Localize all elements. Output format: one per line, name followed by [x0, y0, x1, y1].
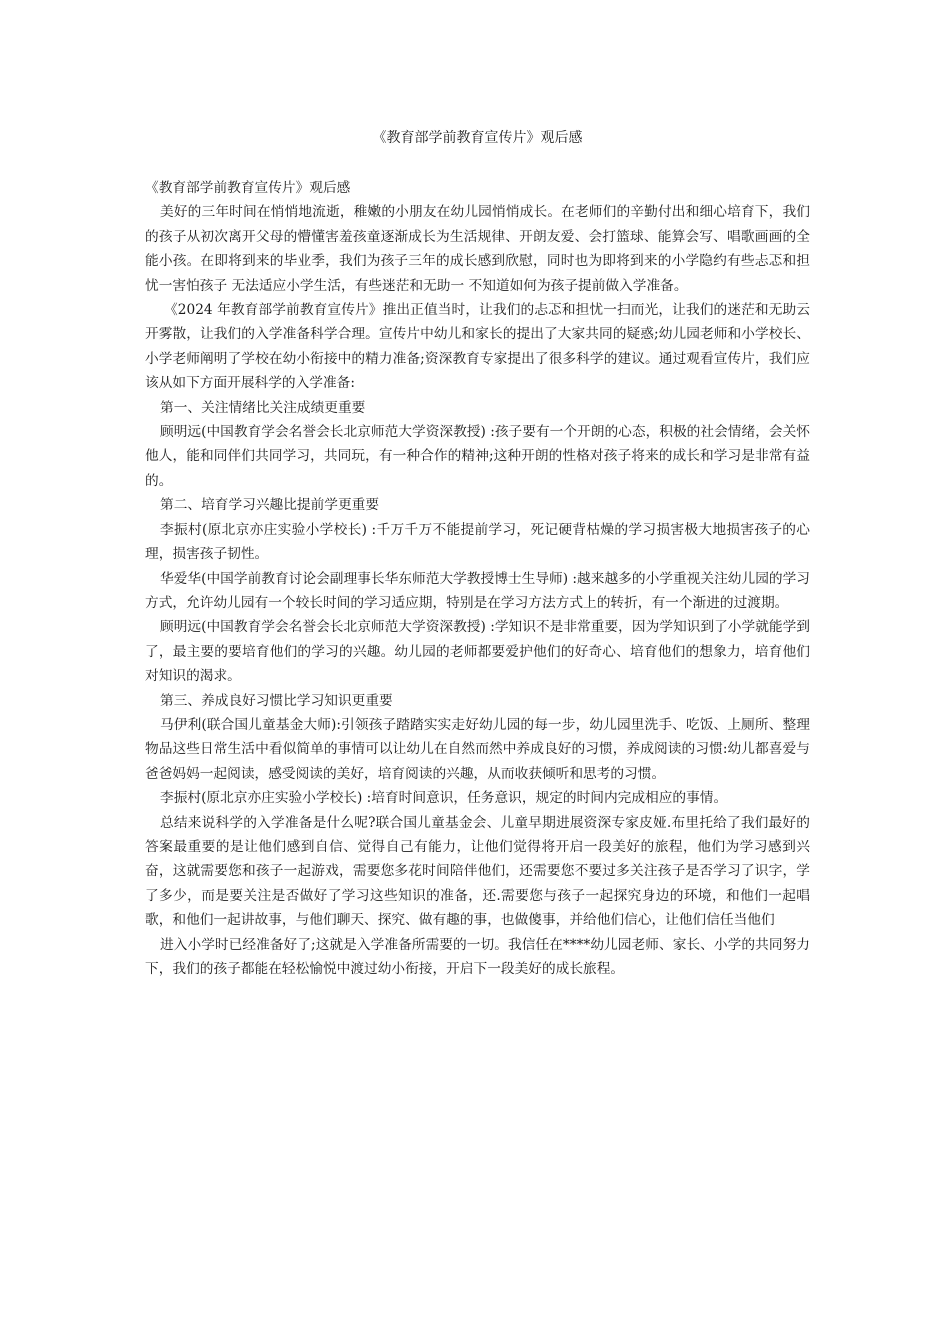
quote-paragraph: 李振村(原北京亦庄实验小学校长) :千万千万不能提前学习，死记硬背枯燥的学习损害极大地损害孩子的心理，损害孩子韧性。 — [145, 521, 810, 563]
body-heading-line: 《教育部学前教育宣传片》观后感 — [145, 180, 351, 196]
quote-paragraph: 顾明远(中国教育学会名誉会长北京师范大学资深教授) :孩子要有一个开朗的心态，积极的社会情绪，会关怀他人，能和同伴们共同学习，共同玩，有一种合作的精神;这种开朗的性格对孩子将来的成长和学习是非常有益的。 — [145, 424, 810, 489]
quote-paragraph: 李振村(原北京亦庄实验小学校长) :培育时间意识，任务意识，规定的时间内完成相应的事情。 — [160, 790, 728, 807]
document-title: 《教育部学前教育宣传片》观后感 — [372, 130, 583, 146]
paragraph-intro: 美好的三年时间在悄悄地流逝，稚嫩的小朋友在幼儿园悄悄成长。在老师们的辛勤付出和细心培育下，我们的孩子从初次离开父母的懵懂害羞孩童逐渐成长为生活规律、开朗友爱、会打篮球、能算会写、唱歌画画的全能小孩。在即将到来的毕业季，我们为孩子三年的成长感到欣慰，同时也为即将到来的小学隐约有些忐忑和担忧一害怕孩子 无法适应小学生活，有些迷茫和无助一 不知道如何为孩子提前做入学准备。 — [145, 204, 810, 294]
quote-paragraph: 华爱华(中国学前教育讨论会副理事长华东师范大学教授博士生导师) :越来越多的小学重视关注幼儿园的学习方式，允许幼儿园有一个较长时间的学习适应期，特别是在学习方法方式上的转折，有一个渐进的过渡期。 — [145, 570, 810, 611]
section-heading-2: 第二、培育学习兴趣比提前学更重要 — [160, 497, 380, 514]
quote-paragraph: 马伊利(联合国儿童基金大师):引领孩子踏踏实实走好幼儿园的每一步，幼儿园里洗手、吃饭、上厕所、整理物品这些日常生活中看似简单的事情可以让幼儿在自然而然中养成良好的习惯，养成阅读的习惯:幼儿都喜爱与爸爸妈妈一起阅读，感受阅读的美好，培育阅读的兴趣，从而收获倾听和思考的习惯。 — [145, 716, 810, 782]
document-body — [145, 176, 810, 981]
paragraph-closing: 进入小学时已经准备好了;这就是入学准备所需要的一切。我信任在****幼儿园老师、家长、小学的共同努力下，我们的孩子都能在轻松愉悦中渡过幼小衔接，开启下一段美好的成长旅程。 — [145, 936, 810, 977]
section-heading-1: 第一、关注情绪比关注成绩更重要 — [160, 399, 366, 416]
paragraph-summary: 总结来说科学的入学准备是什么呢?联合国儿童基金会、儿童早期进展资深专家皮娅.布里托给了我们最好的答案最重要的是让他们感到自信、觉得自己有能力，让他们觉得将开启一段美好的旅程，他们为学习感到兴奋，这就需要您和孩子一起游戏，需要您多花时间陪伴他们，还需要您不要过多关注孩子是否学习了识字，学了多少，而是要关注是否做好了学习这些知识的准备，还.需要您与孩子一起探究身边的环境，和他们一起唱歌，和他们一起讲故事，与他们聊天、探究、做有趣的事，也做傻事，并给他们信心，让他们信任当他们 — [145, 814, 810, 929]
quote-paragraph: 顾明远(中国教育学会名誉会长北京师范大学资深教授) :学知识不是非常重要，因为学知识到了小学就能学到了，最主要的要培育他们的学习的兴趣。幼儿园的老师都要爱护他们的好奇心、培育他们的想象力，培育他们对知识的渴求。 — [145, 619, 810, 685]
paragraph-promo-film: 《2024 年教育部学前教育宣传片》推出正值当时，让我们的忐忑和担忧一扫而光，让我们的迷茫和无助云开雾散，让我们的入学准备科学合理。宣传片中幼儿和家长的提出了大家共同的疑惑;幼儿园老师和小学校长、小学老师阐明了学校在幼小衔接中的精力准备;资深教育专家提出了很多科学的建议。通过观看宣传片，我们应该从如下方面开展科学的入学准备: — [145, 302, 810, 392]
section-heading-3: 第三、养成良好习惯比学习知识更重要 — [160, 692, 393, 709]
